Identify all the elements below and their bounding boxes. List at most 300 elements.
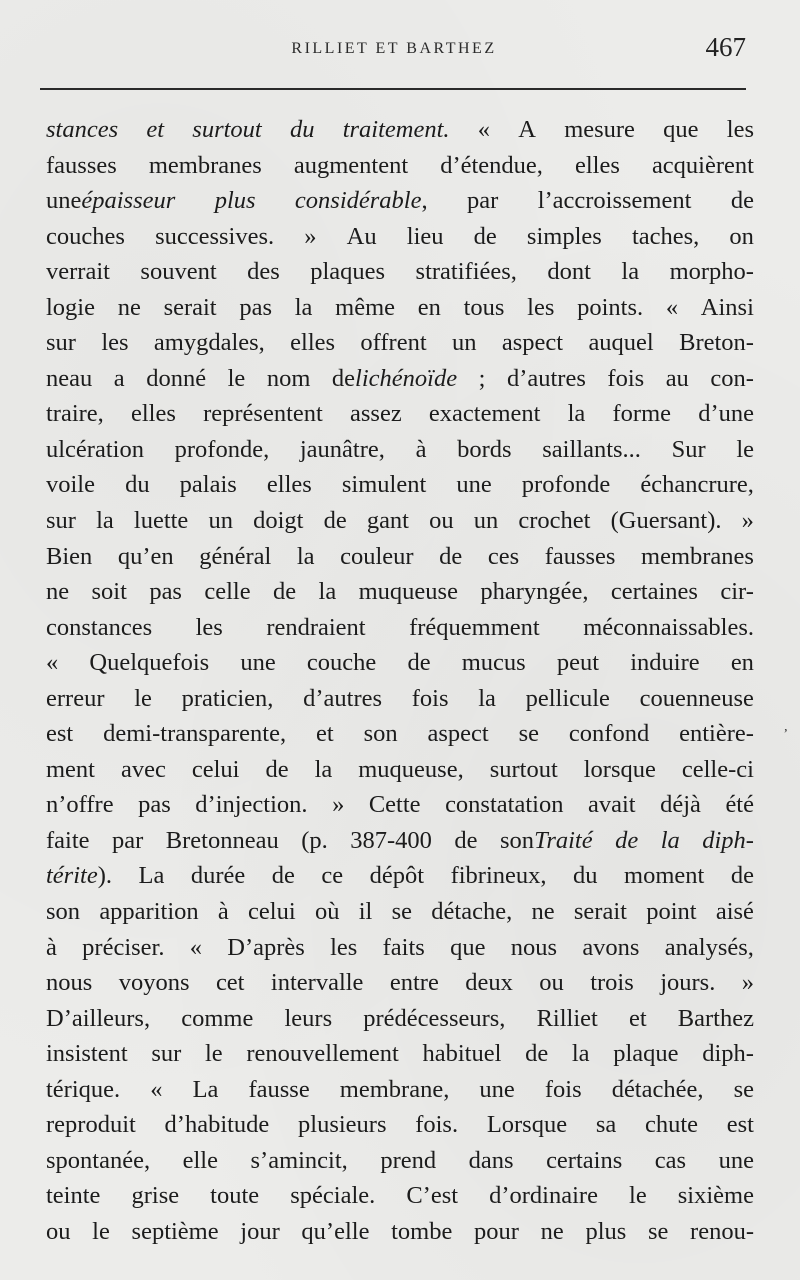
word: Rilliet [536, 1004, 598, 1032]
word: à [217, 898, 229, 926]
word: le [736, 435, 754, 463]
word: uneépaisseur [46, 187, 176, 215]
word: est [46, 720, 74, 748]
word: (Guersant). [610, 507, 722, 535]
word: ulcération [46, 435, 144, 463]
word: certaines [610, 578, 698, 606]
word: luette [133, 507, 189, 535]
word: serait [573, 898, 627, 926]
word: assez [350, 400, 402, 428]
word: bords [457, 435, 512, 463]
word: grise [131, 1182, 180, 1210]
word: de [265, 755, 289, 783]
word: renou- [690, 1217, 754, 1245]
word: fausses [544, 542, 616, 570]
text-line [46, 325, 754, 361]
word: celui [191, 755, 240, 783]
text-line [46, 574, 754, 610]
word: d’autres [303, 684, 383, 712]
word: le [205, 1040, 223, 1068]
word: elles [131, 400, 176, 428]
word: cet [215, 969, 245, 997]
text-line [46, 823, 754, 859]
word: les [195, 613, 223, 641]
text-line [46, 610, 754, 646]
word: pellicule [525, 684, 610, 712]
word: aspect [427, 720, 489, 748]
word: que [450, 933, 486, 961]
word: avec [120, 755, 166, 783]
word: même [335, 293, 396, 321]
header-rule [40, 88, 746, 90]
word: celle [204, 578, 251, 606]
word: pas [149, 578, 182, 606]
word: con- [710, 364, 754, 392]
word: » [332, 791, 345, 819]
word: fausses [46, 151, 117, 179]
word: ne [540, 1217, 564, 1245]
word: Barthez [677, 1004, 754, 1032]
word: sa [595, 1111, 617, 1139]
text-line [46, 503, 754, 539]
word: morpho- [669, 258, 754, 286]
word: membranes [148, 151, 262, 179]
text-line [46, 432, 754, 468]
word: de [273, 578, 297, 606]
word: mesure [564, 116, 635, 143]
word: les [101, 329, 129, 357]
word: neau [46, 364, 93, 392]
word: de [730, 187, 754, 215]
word: D’ailleurs, [46, 1004, 151, 1032]
word: surtout [489, 755, 558, 783]
word: les [527, 293, 555, 321]
word: Lorsque [486, 1111, 568, 1139]
word: de [439, 542, 463, 570]
text-line [46, 681, 754, 717]
word: le [227, 364, 246, 392]
word: n’offre [46, 791, 114, 819]
word: successives. [155, 222, 275, 250]
word: Ainsi [700, 293, 754, 321]
word: » [304, 222, 317, 250]
word: fois. [415, 1111, 459, 1139]
word: représentent [203, 400, 323, 428]
word: ou [429, 507, 454, 535]
word: celle-ci [681, 755, 754, 783]
word: pour [474, 1217, 519, 1245]
word: général [199, 542, 272, 570]
word: en [730, 649, 754, 677]
word: échancrure, [640, 471, 754, 499]
word: auquel [588, 329, 654, 357]
word: la [621, 258, 640, 286]
word: plus [214, 187, 256, 215]
word: confond [568, 720, 650, 748]
running-title: RILLIET ET BARTHEZ [291, 40, 497, 57]
word: doigt [253, 507, 304, 535]
word: la [478, 684, 496, 712]
word: qu’elle [301, 1217, 370, 1245]
word: plusieurs [298, 1111, 387, 1139]
word: de [615, 826, 639, 854]
word: simples [526, 222, 602, 250]
word: A [518, 116, 536, 143]
word: déjà [660, 791, 701, 819]
word: son [46, 898, 81, 926]
word: se [733, 1075, 754, 1103]
word: ne [531, 898, 555, 926]
word: d’injection. [195, 791, 308, 819]
word: entre [389, 969, 439, 997]
word: d’étendue, [440, 151, 543, 179]
word: Bretonneau [165, 826, 279, 854]
word: cir- [720, 578, 754, 606]
word: rendraient [266, 613, 366, 641]
word: une [479, 1075, 515, 1103]
word: muqueuse, [358, 755, 464, 783]
word: se [518, 720, 540, 748]
text-line [46, 1143, 754, 1179]
word: son [363, 720, 398, 748]
word: trois [590, 969, 634, 997]
word: où [314, 898, 340, 926]
word: se [391, 898, 413, 926]
word: des [247, 258, 280, 286]
word: en [417, 293, 441, 321]
word: celui [248, 898, 296, 926]
word: au [665, 364, 689, 392]
text-line [46, 716, 754, 752]
word: Bien [46, 542, 93, 570]
word: de [730, 862, 754, 890]
page-header [40, 30, 748, 70]
word: crochet [518, 507, 591, 535]
word: dans [468, 1146, 514, 1174]
word: Quelquefois [89, 649, 210, 677]
text-line [46, 645, 754, 681]
word: du [125, 471, 150, 499]
word: sonTraité [500, 826, 593, 854]
word: considérable, [294, 187, 428, 215]
word: et [146, 116, 165, 143]
word: Breton- [679, 329, 754, 357]
word: de [454, 826, 478, 854]
word: durée [190, 862, 246, 890]
word: peut [556, 649, 600, 677]
word: qu’en [117, 542, 174, 570]
word: erreur [46, 684, 105, 712]
word: la [660, 826, 680, 854]
word: mucus [461, 649, 526, 677]
word: faite [46, 826, 90, 854]
word: une [718, 1146, 754, 1174]
word: D’après [227, 933, 305, 961]
word: diph- [702, 1040, 754, 1068]
word: fréquemment [409, 613, 540, 641]
word: la [314, 755, 333, 783]
word: couenneuse [639, 684, 754, 712]
page-number: 467 [705, 32, 746, 62]
word: C’est [406, 1182, 459, 1210]
word: La [138, 862, 165, 890]
text-line [46, 290, 754, 326]
word: » [741, 969, 754, 997]
word: détachée, [611, 1075, 704, 1103]
word: « [477, 116, 491, 143]
margin-mark: ’ [783, 727, 788, 742]
word: de [473, 222, 497, 250]
word: nous [510, 933, 558, 961]
word: voile [46, 471, 95, 499]
text-line [46, 539, 754, 575]
word: point [646, 898, 697, 926]
text-line [46, 148, 754, 184]
word: traitement. [342, 116, 450, 143]
word: une [456, 471, 492, 499]
word: dont [547, 258, 591, 286]
word: dépôt [369, 862, 425, 890]
text-line [46, 930, 754, 966]
word: saillants... [542, 435, 641, 463]
word: nous [46, 969, 93, 997]
word: que [663, 116, 699, 143]
word: d’ordinaire [489, 1182, 598, 1210]
word: souvent [140, 258, 217, 286]
word: moment [624, 862, 705, 890]
word: du [289, 116, 315, 143]
text-line [46, 112, 754, 148]
word: aspect [501, 329, 564, 357]
word: les [330, 933, 358, 961]
word: un [473, 507, 499, 535]
word: ou [539, 969, 564, 997]
word: fois [411, 684, 449, 712]
word: ment [46, 755, 95, 783]
word: demi-transparente, [103, 720, 287, 748]
word: sur [46, 507, 76, 535]
word: sur [46, 329, 76, 357]
word: et [628, 1004, 647, 1032]
word: elles [574, 151, 620, 179]
text-line [46, 254, 754, 290]
word: la [567, 400, 586, 428]
word: gant [366, 507, 409, 535]
word: palais [179, 471, 237, 499]
word: ce [321, 862, 344, 890]
word: un [208, 507, 233, 535]
word: détache, [431, 898, 513, 926]
word: la [96, 507, 114, 535]
word: se [647, 1217, 669, 1245]
word: jours. [660, 969, 716, 997]
word: fois [607, 364, 645, 392]
word: « [46, 649, 59, 677]
word: constances [46, 613, 153, 641]
word: sixième [677, 1182, 754, 1210]
word: plaques [310, 258, 386, 286]
word: on [729, 222, 754, 250]
word: une [240, 649, 276, 677]
word: fibrineux, [450, 862, 547, 890]
word: lieu [406, 222, 444, 250]
word: spontanée, [46, 1146, 151, 1174]
word: renouvellement [246, 1040, 399, 1068]
word: membranes [641, 542, 754, 570]
word: la [296, 542, 315, 570]
word: par [112, 826, 144, 854]
word: profonde, [174, 435, 270, 463]
word: térite). [46, 862, 113, 890]
word: membrane, [339, 1075, 450, 1103]
word: est [726, 1111, 754, 1139]
word: serait [163, 293, 217, 321]
text-line [46, 1001, 754, 1037]
word: avait [587, 791, 636, 819]
word: insistent [46, 1040, 128, 1068]
word: forme [612, 400, 671, 428]
word: été [725, 791, 754, 819]
word: muqueuse [358, 578, 458, 606]
text-line [46, 787, 754, 823]
word: offrent [360, 329, 427, 357]
word: profonde [521, 471, 611, 499]
word: plaque [613, 1040, 679, 1068]
word: couches [46, 222, 125, 250]
word: un [452, 329, 477, 357]
word: d’habitude [164, 1111, 270, 1139]
word: spéciale. [290, 1182, 376, 1210]
word: surtout [192, 116, 262, 143]
word: Sur [671, 435, 706, 463]
word: stratifiées, [415, 258, 517, 286]
word: stances [46, 116, 119, 143]
word: les [726, 116, 754, 143]
word: « [665, 293, 679, 321]
word: la [571, 1040, 590, 1068]
word: Cette [368, 791, 421, 819]
word: induire [630, 649, 700, 677]
text-line [46, 396, 754, 432]
text-line [46, 1036, 754, 1072]
word: sur [151, 1040, 182, 1068]
word: prend [380, 1146, 437, 1174]
word: acquièrent [651, 151, 754, 179]
word: aisé [715, 898, 754, 926]
word: couche [306, 649, 377, 677]
word: ne [46, 578, 70, 606]
word: l’accroissement [537, 187, 692, 215]
word: toute [210, 1182, 260, 1210]
word: il [358, 898, 373, 926]
word: à [46, 933, 57, 961]
text-line [46, 361, 754, 397]
text-line [46, 183, 754, 219]
word: comme [181, 1004, 254, 1032]
word: diph- [702, 826, 754, 854]
text-line [46, 1214, 754, 1250]
word: apparition [99, 898, 199, 926]
word: constatation [445, 791, 564, 819]
word: pas [239, 293, 273, 321]
word: verrait [46, 258, 110, 286]
word: de [271, 862, 295, 890]
word: taches, [631, 222, 700, 250]
word: couleur [340, 542, 414, 570]
word: teinte [46, 1182, 101, 1210]
word: de [525, 1040, 549, 1068]
word: de [323, 507, 347, 535]
word: a [113, 364, 125, 392]
word: leurs [284, 1004, 333, 1032]
word: elles [290, 329, 336, 357]
word: d’une [698, 400, 754, 428]
word: reproduit [46, 1111, 136, 1139]
word: jaunâtre, [299, 435, 385, 463]
word: donné [146, 364, 207, 392]
word: le [629, 1182, 647, 1210]
word: delichénoïde [331, 364, 458, 392]
word: points. [577, 293, 644, 321]
word: plus [585, 1217, 627, 1245]
word: » [741, 507, 754, 535]
word: méconnaissables. [583, 613, 754, 641]
word: et [315, 720, 334, 748]
word: traire, [46, 400, 104, 428]
text-line [46, 1107, 754, 1143]
word: s’amincit, [250, 1146, 348, 1174]
word: par [467, 187, 499, 215]
text-line [46, 219, 754, 255]
word: préciser. [82, 933, 165, 961]
word: « [189, 933, 202, 961]
text-line [46, 752, 754, 788]
word: intervalle [270, 969, 364, 997]
word: habituel [422, 1040, 502, 1068]
word: voyons [118, 969, 190, 997]
word: lorsque [583, 755, 656, 783]
word: septième [131, 1217, 219, 1245]
text-line [46, 1178, 754, 1214]
word: pharyngée, [480, 578, 589, 606]
word: jour [240, 1217, 280, 1245]
word: ces [487, 542, 520, 570]
word: elles [266, 471, 312, 499]
text-line [46, 467, 754, 503]
word: simulent [341, 471, 427, 499]
word: « [150, 1075, 163, 1103]
word: soit [91, 578, 127, 606]
word: la [318, 578, 337, 606]
word: exactement [428, 400, 541, 428]
word: augmentent [293, 151, 409, 179]
word: Au [346, 222, 377, 250]
word: logie [46, 293, 95, 321]
word: certains [546, 1146, 623, 1174]
word: entière- [679, 720, 754, 748]
text-line [46, 858, 754, 894]
word: le [92, 1217, 110, 1245]
text-line [46, 1072, 754, 1108]
word: amygdales, [153, 329, 265, 357]
word: nom [266, 364, 311, 392]
word: le [134, 684, 152, 712]
word: avons [582, 933, 640, 961]
word: pas [138, 791, 171, 819]
word: La [192, 1075, 219, 1103]
word: 387-400 [350, 826, 432, 854]
text-line [46, 965, 754, 1001]
